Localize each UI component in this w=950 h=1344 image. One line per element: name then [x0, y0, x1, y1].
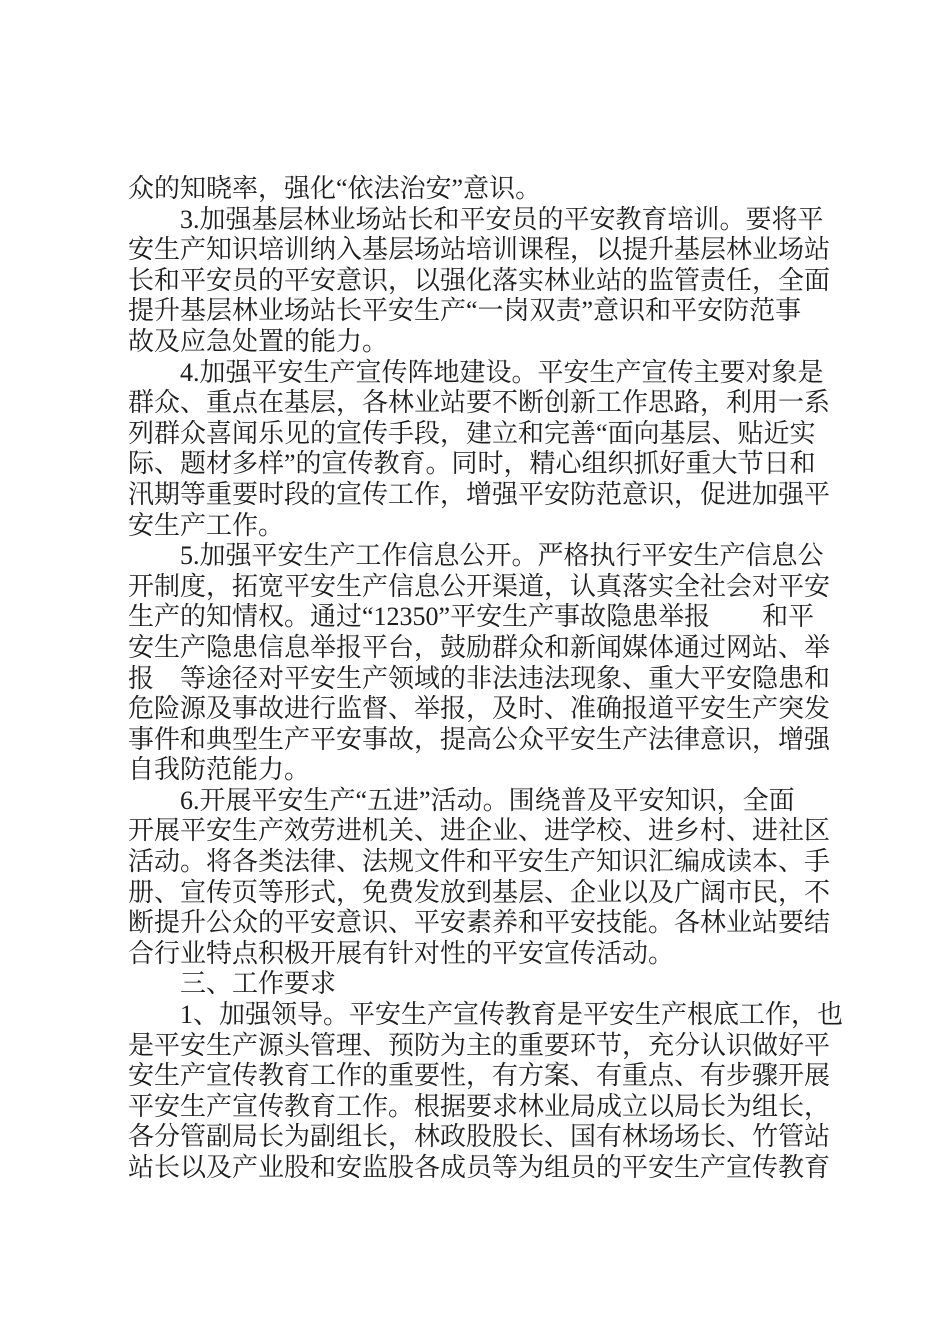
text-line: 各分管副局长为副组长，林政股股长、国有林场场长、竹管站: [128, 1122, 831, 1152]
text-line: 安生产知识培训纳入基层场站培训课程，以提升基层林业场站: [128, 235, 831, 265]
text-line: 提升基层林业场站长平安生产“一岗双责”意识和平安防范事: [128, 296, 802, 326]
text-line: 开制度，拓宽平安生产信息公开渠道，认真落实全社会对平安: [128, 571, 831, 601]
text-line: 安生产宣传教育工作的重要性，有方案、有重点、有步骤开展: [128, 1061, 831, 1091]
text-line: 危险源及事故进行监督、举报，及时、准确报道平安生产突发: [128, 694, 831, 724]
text-line: 生产的知情权。通过“12350”平安生产事故隐患举报 和平: [128, 602, 815, 632]
text-line: 是平安生产源头管理、预防为主的重要环节，充分认识做好平: [128, 1030, 831, 1060]
text-line: 群众、重点在基层，各林业站要不断创新工作思路，利用一系: [128, 388, 831, 418]
text-line: 册、宣传页等形式，免费发放到基层、企业以及广阔市民，不: [128, 877, 831, 907]
text-line: 6.开展平安生产“五进”活动。围绕普及平安知识，全面: [128, 785, 795, 815]
text-line: 故及应急处置的能力。: [128, 326, 389, 356]
text-line: 安生产隐患信息举报平台，鼓励群众和新闻媒体通过网站、举: [128, 632, 831, 662]
text-line: 开展平安生产效劳进机关、进企业、进学校、进乡村、进社区: [128, 816, 831, 846]
text-line: 活动。将各类法律、法规文件和平安生产知识汇编成读本、手: [128, 847, 831, 877]
text-line: 断提升公众的平安意识、平安素养和平安技能。各林业站要结: [128, 908, 831, 938]
text-line: 3.加强基层林业场站长和平安员的平安教育培训。要将平: [128, 204, 824, 234]
text-line: 际、题材多样”的宣传教育。同时，精心组织抓好重大节日和: [128, 449, 816, 479]
text-line: 汛期等重要时段的宣传工作，增强平安防范意识，促进加强平: [128, 479, 831, 509]
text-line: 自我防范能力。: [128, 755, 311, 785]
document-body: [128, 174, 843, 1184]
text-line: 列群众喜闻乐见的宣传手段，建立和完善“面向基层、贴近实: [128, 418, 816, 448]
text-line: 4.加强平安生产宣传阵地建设。平安生产宣传主要对象是: [128, 357, 824, 387]
text-line: 5.加强平安生产工作信息公开。严格执行平安生产信息公: [128, 541, 824, 571]
text-line: 事件和典型生产平安事故，提高公众平安生产法律意识，增强: [128, 724, 831, 754]
text-line: 安生产工作。: [128, 510, 285, 540]
text-line: 长和平安员的平安意识，以强化落实林业站的监管责任，全面: [128, 265, 831, 295]
text-line: 平安生产宣传教育工作。根据要求林业局成立以局长为组长，: [128, 1091, 831, 1121]
text-line: 报 等途径对平安生产领域的非法违法现象、重大平安隐患和: [128, 663, 831, 693]
text-line: 站长以及产业股和安监股各成员等为组员的平安生产宣传教育: [128, 1153, 831, 1182]
text-line: 合行业特点积极开展有针对性的平安宣传活动。: [128, 938, 675, 968]
text-line: 三、工作要求: [128, 969, 337, 999]
text-line: 众的知晓率，强化“依法治安”意识。: [128, 174, 542, 203]
text-line: 1、加强领导。平安生产宣传教育是平安生产根底工作，也: [128, 1000, 844, 1030]
